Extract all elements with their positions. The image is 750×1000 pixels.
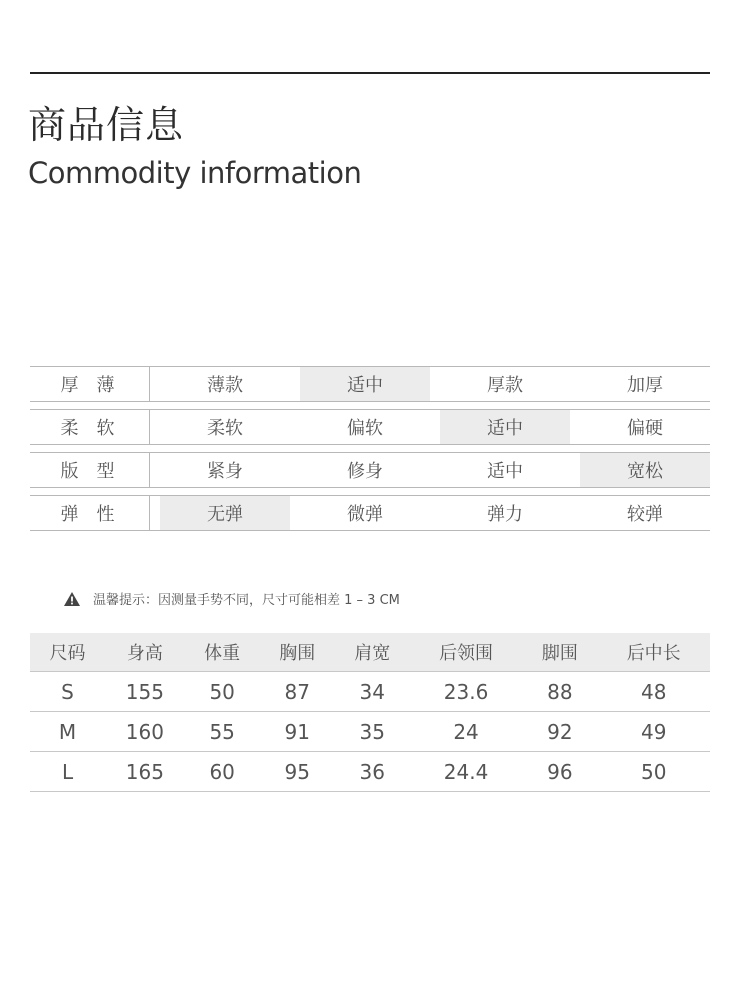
table-cell: 49 [597, 712, 710, 752]
table-row [30, 712, 710, 752]
attribute-row-elasticity [30, 495, 710, 531]
attribute-label: 厚薄 [30, 367, 150, 401]
column-header: 体重 [185, 633, 260, 672]
column-header: 脚围 [522, 633, 597, 672]
table-cell: 24.4 [410, 752, 523, 792]
attribute-option: 弹力 [487, 504, 523, 525]
table-cell: 50 [597, 752, 710, 792]
top-rule [30, 72, 710, 74]
table-cell: 48 [597, 672, 710, 712]
table-cell: M [30, 712, 105, 752]
attribute-row-fit [30, 452, 710, 488]
table-cell: 60 [185, 752, 260, 792]
table-cell: 35 [335, 712, 410, 752]
table-cell: 92 [522, 712, 597, 752]
table-cell: 87 [260, 672, 335, 712]
notice-text: 温馨提示：因测量手势不同，尺寸可能相差 1 – 3 CM [93, 593, 400, 608]
attribute-option: 薄款 [207, 375, 243, 396]
warning-icon [63, 591, 81, 607]
attribute-option: 适中 [300, 367, 430, 401]
table-cell: 155 [105, 672, 185, 712]
attribute-option: 宽松 [580, 453, 710, 487]
size-table [30, 633, 710, 792]
column-header: 胸围 [260, 633, 335, 672]
attribute-option: 厚款 [487, 375, 523, 396]
attribute-option: 偏硬 [627, 418, 663, 439]
attribute-option: 修身 [347, 461, 383, 482]
table-row [30, 672, 710, 712]
table-cell: 88 [522, 672, 597, 712]
table-cell: 36 [335, 752, 410, 792]
attribute-label: 柔软 [30, 410, 150, 444]
table-cell: 23.6 [410, 672, 523, 712]
column-header: 肩宽 [335, 633, 410, 672]
table-cell: S [30, 672, 105, 712]
attribute-option: 无弹 [160, 496, 290, 530]
attribute-option: 柔软 [207, 418, 243, 439]
table-cell: 50 [185, 672, 260, 712]
attribute-option: 较弹 [627, 504, 663, 525]
table-cell: 96 [522, 752, 597, 792]
attribute-option: 偏软 [347, 418, 383, 439]
column-header: 身高 [105, 633, 185, 672]
table-cell: 91 [260, 712, 335, 752]
size-notice [63, 589, 400, 608]
attribute-row-softness [30, 409, 710, 445]
column-header: 尺码 [30, 633, 105, 672]
table-cell: 24 [410, 712, 523, 752]
table-row [30, 752, 710, 792]
attribute-label: 弹性 [30, 496, 150, 530]
table-cell: 95 [260, 752, 335, 792]
page-subtitle: Commodity information [28, 156, 362, 190]
column-header: 后领围 [410, 633, 523, 672]
table-cell: 55 [185, 712, 260, 752]
attribute-option: 加厚 [627, 375, 663, 396]
table-cell: 34 [335, 672, 410, 712]
attribute-option: 紧身 [207, 461, 243, 482]
attribute-option: 适中 [440, 410, 570, 444]
attribute-option: 适中 [487, 461, 523, 482]
attribute-label: 版型 [30, 453, 150, 487]
table-cell: 160 [105, 712, 185, 752]
size-table-header [30, 633, 710, 672]
page-title: 商品信息 [28, 103, 185, 147]
table-cell: L [30, 752, 105, 792]
column-header: 后中长 [597, 633, 710, 672]
attribute-option: 微弹 [347, 504, 383, 525]
attribute-table [30, 366, 710, 531]
attribute-row-thickness [30, 366, 710, 402]
table-cell: 165 [105, 752, 185, 792]
